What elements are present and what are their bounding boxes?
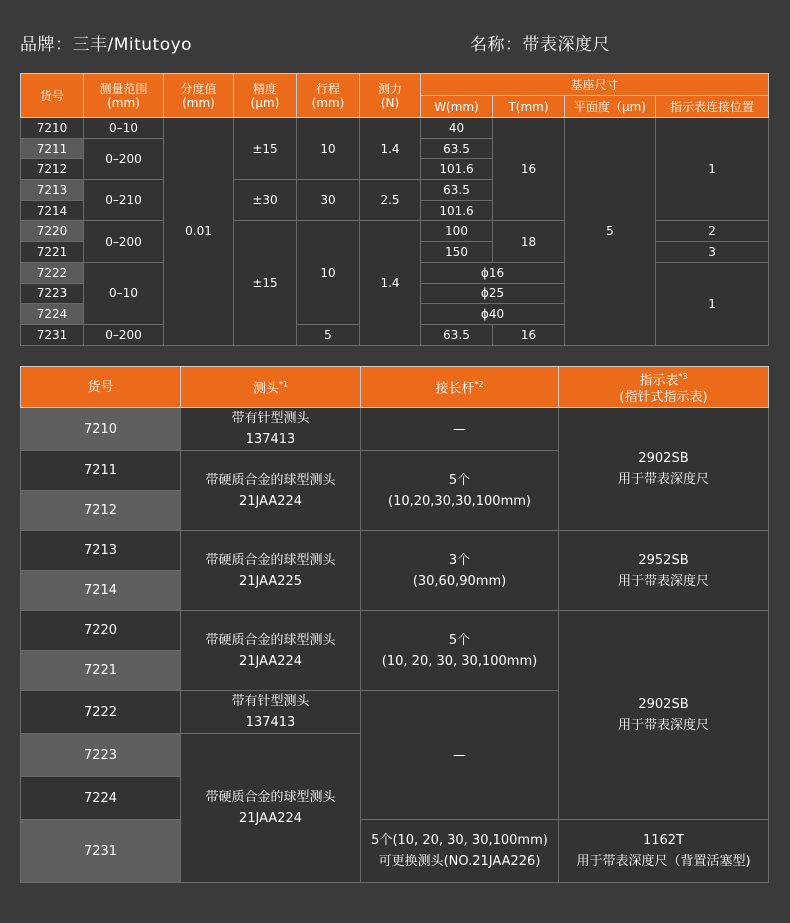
row-code: 7212 bbox=[21, 491, 181, 531]
col-flatness: 平面度（μm) bbox=[565, 96, 656, 118]
w-cell: 150 bbox=[421, 242, 493, 263]
row-code: 7222 bbox=[21, 691, 181, 734]
row-code: 7211 bbox=[21, 138, 84, 159]
w-cell: ϕ40 bbox=[421, 304, 565, 325]
probe-cell: 带硬质合金的球型测头 21JAA225 bbox=[181, 531, 361, 611]
brand-label: 品牌：三丰/Mitutoyo bbox=[20, 35, 193, 55]
col-travel: 行程 (mm) bbox=[297, 74, 360, 118]
range-cell: 0–200 bbox=[84, 324, 164, 345]
row-code: 7223 bbox=[21, 734, 181, 777]
row-code: 7213 bbox=[21, 180, 84, 201]
indicator-cell: 2902SB 用于带表深度尺 bbox=[559, 408, 769, 531]
extension-cell: 5个(10, 20, 30, 30,100mm) 可更换测头(NO.21JAA226) bbox=[361, 820, 559, 883]
extension-cell: — bbox=[361, 691, 559, 820]
indicator-cell: 1162T 用于带表深度尺（背置活塞型) bbox=[559, 820, 769, 883]
extension-cell: — bbox=[361, 408, 559, 451]
row-code: 7214 bbox=[21, 200, 84, 221]
col-indicator: 指示表$^{*3}$ (指针式指示表) bbox=[559, 367, 769, 408]
col-probe: 测头$^{*1}$ bbox=[181, 367, 361, 408]
range-cell: 0–210 bbox=[84, 180, 164, 221]
w-cell: 101.6 bbox=[421, 159, 493, 180]
spec-table bbox=[20, 73, 769, 346]
col-force: 测力 (N) bbox=[360, 74, 421, 118]
col-code: 货号 bbox=[21, 367, 181, 408]
row-code: 7222 bbox=[21, 262, 84, 283]
w-cell: 63.5 bbox=[421, 324, 493, 345]
col-position: 指示表连接位置 bbox=[656, 96, 769, 118]
w-cell: 63.5 bbox=[421, 138, 493, 159]
row-code: 7211 bbox=[21, 451, 181, 491]
w-cell: 63.5 bbox=[421, 180, 493, 201]
col-w: W(mm) bbox=[421, 96, 493, 118]
position-cell: 2 bbox=[656, 221, 769, 242]
accuracy-cell: ±30 bbox=[234, 180, 297, 221]
travel-cell: 10 bbox=[297, 118, 360, 180]
row-code: 7220 bbox=[21, 221, 84, 242]
row-code: 7231 bbox=[21, 820, 181, 883]
row-code: 7214 bbox=[21, 571, 181, 611]
probe-cell: 带有针型测头 137413 bbox=[181, 408, 361, 451]
force-cell: 1.4 bbox=[360, 118, 421, 180]
travel-cell: 5 bbox=[297, 324, 360, 345]
row-code: 7224 bbox=[21, 304, 84, 325]
accuracy-cell: ±15 bbox=[234, 118, 297, 180]
extension-cell: 3个 (30,60,90mm) bbox=[361, 531, 559, 611]
flatness-cell: 5 bbox=[565, 118, 656, 346]
col-t: T(mm) bbox=[493, 96, 565, 118]
row-code: 7221 bbox=[21, 242, 84, 263]
range-cell: 0–200 bbox=[84, 221, 164, 262]
w-cell: 101.6 bbox=[421, 200, 493, 221]
product-name-label: 名称：带表深度尺 bbox=[470, 35, 610, 55]
col-range: 测量范围 (mm) bbox=[84, 74, 164, 118]
t-cell: 16 bbox=[493, 118, 565, 221]
range-cell: 0–10 bbox=[84, 262, 164, 324]
row-code: 7223 bbox=[21, 283, 84, 304]
col-resolution: 分度值 (mm) bbox=[164, 74, 234, 118]
force-cell: 2.5 bbox=[360, 180, 421, 221]
travel-cell: 30 bbox=[297, 180, 360, 221]
position-cell: 3 bbox=[656, 242, 769, 263]
probe-cell: 带硬质合金的球型测头 21JAA224 bbox=[181, 734, 361, 883]
position-cell: 1 bbox=[656, 118, 769, 221]
row-code: 7210 bbox=[21, 118, 84, 139]
w-cell: ϕ16 bbox=[421, 262, 565, 283]
probe-cell: 带有针型测头 137413 bbox=[181, 691, 361, 734]
probe-cell: 带硬质合金的球型测头 21JAA224 bbox=[181, 451, 361, 531]
accuracy-cell: ±15 bbox=[234, 221, 297, 345]
indicator-cell: 2952SB 用于带表深度尺 bbox=[559, 531, 769, 611]
extension-cell: 5个 (10, 20, 30, 30,100mm) bbox=[361, 611, 559, 691]
col-base: 基座尺寸 bbox=[421, 74, 769, 96]
range-cell: 0–10 bbox=[84, 118, 164, 139]
row-code: 7224 bbox=[21, 777, 181, 820]
t-cell: 16 bbox=[493, 324, 565, 345]
row-code: 7212 bbox=[21, 159, 84, 180]
extension-cell: 5个 (10,20,30,30,100mm) bbox=[361, 451, 559, 531]
position-cell: 1 bbox=[656, 262, 769, 345]
force-cell: 1.4 bbox=[360, 221, 421, 345]
col-extension: 接长杆$^{*2}$ bbox=[361, 367, 559, 408]
travel-cell: 10 bbox=[297, 221, 360, 324]
row-code: 7231 bbox=[21, 324, 84, 345]
col-accuracy: 精度 (μm) bbox=[234, 74, 297, 118]
t-cell: 18 bbox=[493, 221, 565, 262]
row-code: 7213 bbox=[21, 531, 181, 571]
col-code: 货号 bbox=[21, 74, 84, 118]
row-code: 7221 bbox=[21, 651, 181, 691]
indicator-cell: 2902SB 用于带表深度尺 bbox=[559, 611, 769, 820]
w-cell: 100 bbox=[421, 221, 493, 242]
probe-cell: 带硬质合金的球型测头 21JAA224 bbox=[181, 611, 361, 691]
resolution-cell: 0.01 bbox=[164, 118, 234, 346]
w-cell: 40 bbox=[421, 118, 493, 139]
range-cell: 0–200 bbox=[84, 138, 164, 179]
row-code: 7220 bbox=[21, 611, 181, 651]
row-code: 7210 bbox=[21, 408, 181, 451]
accessory-table bbox=[20, 366, 769, 883]
w-cell: ϕ25 bbox=[421, 283, 565, 304]
